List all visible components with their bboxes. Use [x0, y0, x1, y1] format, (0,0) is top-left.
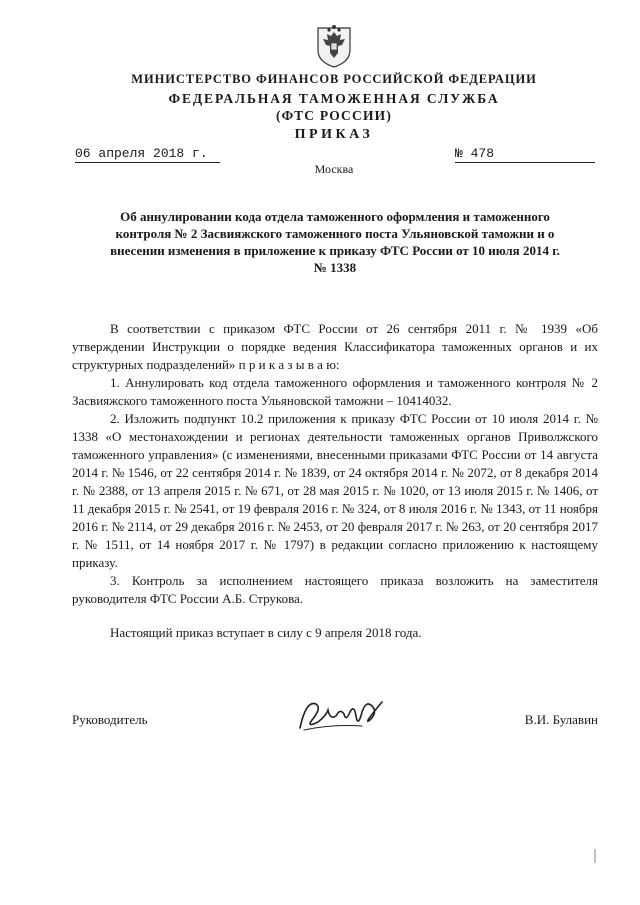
margin-mark [592, 848, 598, 864]
signer-name: В.И. Булавин [524, 712, 598, 727]
service-abbreviation: (ФТС РОССИИ) [275, 108, 393, 123]
order-number: № 478 [455, 146, 595, 163]
handwritten-signature [292, 690, 392, 740]
ministry-name: МИНИСТЕРСТВО ФИНАНСОВ РОССИЙСКОЙ ФЕДЕРАЦИИ [131, 72, 537, 86]
order-date: 06 апреля 2018 г. [75, 146, 220, 163]
order-title: Об аннулировании кода отдела таможенного оформления и таможенного контроля № 2 Засвияжского таможенного поста Ульяновской таможни и о внесении изменения в приложение к приказу ФТС России от 10 июля 2014 г. № 1338 [110, 209, 560, 275]
signer-title: Руководитель [72, 712, 148, 727]
service-name: ФЕДЕРАЛЬНАЯ ТАМОЖЕННАЯ СЛУЖБА [168, 91, 500, 106]
clause-1: 1. Аннулировать код отдела таможенного оформления и таможенного контроля № 2 Засвияжского таможенного поста Ульяновской таможни – 10414032. [72, 375, 598, 408]
coat-of-arms-emblem [314, 20, 354, 68]
issue-city: Москва [314, 162, 354, 176]
effective-date-paragraph: Настоящий приказ вступает в силу с 9 апреля 2018 года. [110, 625, 422, 640]
intro-paragraph: В соответствии с приказом ФТС России от 26 сентября 2011 г. № 1939 «Об утверждении Инструкции о порядке ведения Классификатора таможенных органов и их структурных подразделений» п р и к а з ы в а ю: [72, 321, 598, 372]
document-type: ПРИКАЗ [294, 127, 374, 142]
clause-2: 2. Изложить подпункт 10.2 приложения к приказу ФТС России от 10 июля 2014 г. № 1338 «О местонахождении и регионах деятельности таможенных органов Приволжского таможенного управления» (с изменениями, внесенными приказами ФТС России от 14 августа 2014 г. № 1546, от 22 сентября 2014 г. № 1839, от 24 октября 2014 г. № 2072, от 8 декабря 2014 г. № 2388, от 13 апреля 2015 г. № 671, от 28 мая 2015 г. № 1020, от 13 июля 2015 г. № 1406, от 11 декабря 2015 г. № 2541, от 19 февраля 2016 г. № 324, от 8 июля 2016 г. № 1343, от 11 ноября 2016 г. № 2114, от 29 декабря 2016 г. № 2453, от 20 февраля 2017 г. № 263, от 20 сентября 2017 г. № 1511, от 14 ноября 2017 г. № 1797) в редакции согласно приложению к настоящему приказу. [72, 411, 598, 570]
order-body [72, 320, 598, 642]
clause-3: 3. Контроль за исполнением настоящего приказа возложить на заместителя руководителя ФТС России А.Б. Струкова. [72, 573, 598, 606]
